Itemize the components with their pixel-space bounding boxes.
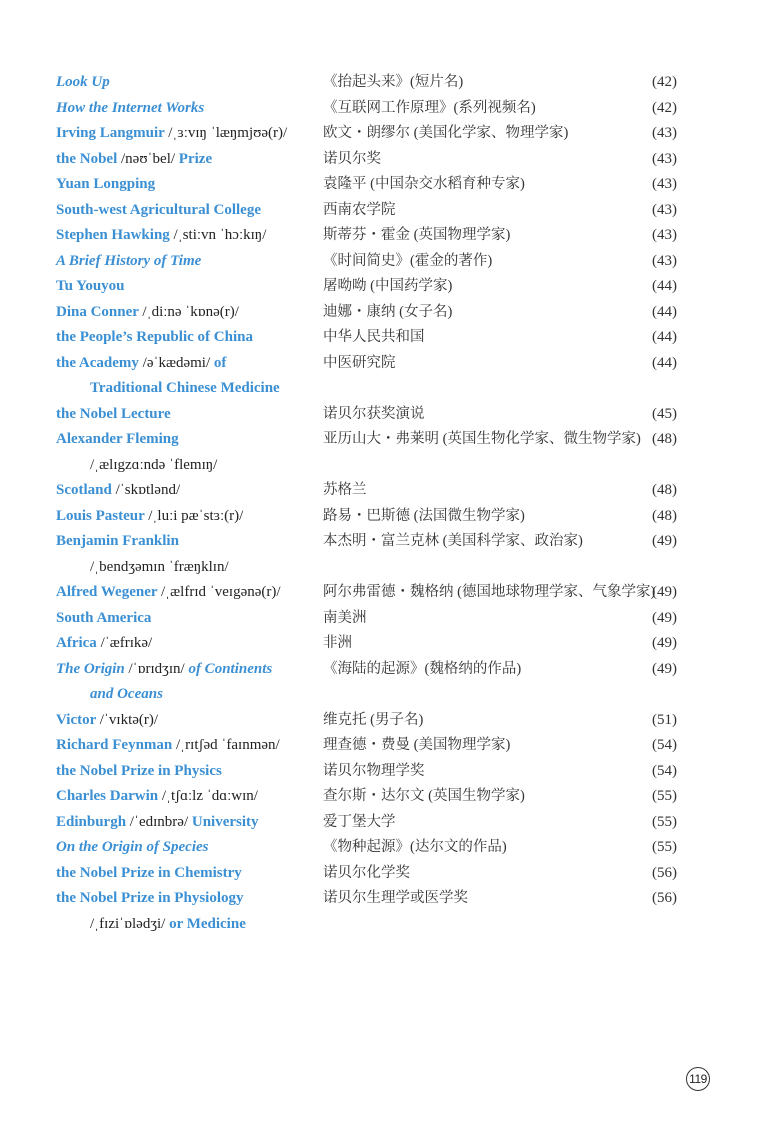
glossary-entry bbox=[56, 580, 696, 606]
chinese-translation: 诺贝尔物理学奖 bbox=[323, 762, 425, 779]
phonetic: /ˌælɪgzɑːndə ˈflemɪŋ/ bbox=[90, 456, 218, 473]
glossary-entry bbox=[56, 784, 696, 810]
page-reference: (49) bbox=[652, 635, 677, 651]
term-text: South America bbox=[56, 609, 152, 626]
phonetic: /ˌluːi pæˈstɜː(r)/ bbox=[148, 507, 244, 524]
chinese-translation: 诺贝尔生理学或医学奖 bbox=[323, 890, 468, 906]
chinese-translation: 路易・巴斯德 (法国微生物学家) bbox=[323, 507, 525, 524]
term-continuation bbox=[56, 376, 696, 402]
term-line bbox=[56, 478, 696, 504]
glossary-entry bbox=[56, 631, 696, 657]
term-text: Alexander Fleming bbox=[56, 431, 179, 447]
phonetic: /ˈskɒtlənd/ bbox=[115, 482, 181, 498]
page-reference: (56) bbox=[652, 890, 677, 906]
term-text: Traditional Chinese Medicine bbox=[90, 380, 280, 396]
page-reference: (44) bbox=[652, 354, 677, 371]
term-text: The Origin bbox=[56, 660, 129, 677]
chinese-translation: 诺贝尔化学奖 bbox=[323, 864, 410, 881]
chinese-translation: 诺贝尔获奖演说 bbox=[323, 405, 425, 422]
glossary-entry bbox=[56, 504, 696, 530]
chinese-translation: 查尔斯・达尔文 (英国生物学家) bbox=[323, 788, 525, 804]
glossary-entry bbox=[56, 606, 696, 632]
term-text: the Nobel bbox=[56, 150, 121, 167]
glossary-entry bbox=[56, 733, 696, 759]
glossary-entry bbox=[56, 886, 696, 937]
chinese-translation: 阿尔弗雷德・魏格纳 (德国地球物理学家、气象学家) bbox=[323, 584, 656, 600]
page-reference: (55) bbox=[652, 839, 677, 855]
glossary-entry bbox=[56, 96, 696, 122]
page-reference: (43) bbox=[652, 176, 677, 192]
term-text: Prize bbox=[178, 150, 213, 167]
chinese-translation: 斯蒂芬・霍金 (英国物理学家) bbox=[323, 227, 511, 243]
chinese-translation: 亚历山大・弗莱明 (英国生物化学家、微生物学家) bbox=[323, 431, 641, 447]
glossary-entry bbox=[56, 198, 696, 224]
page-reference: (48) bbox=[652, 431, 677, 447]
page-reference: (55) bbox=[652, 813, 677, 830]
phonetic: /ˌbendʒəmɪn ˈfræŋklɪn/ bbox=[90, 558, 229, 575]
page-reference: (54) bbox=[652, 762, 677, 779]
page-reference: (42) bbox=[652, 99, 677, 116]
glossary-entry bbox=[56, 70, 696, 96]
phonetic: /ˌstiːvn ˈhɔːkɪŋ/ bbox=[173, 227, 267, 243]
phonetic: /ˌælfrɪd ˈveɪgənə(r)/ bbox=[161, 584, 281, 600]
chinese-translation: 诺贝尔奖 bbox=[323, 150, 381, 167]
chinese-translation: 西南农学院 bbox=[323, 201, 396, 218]
glossary-entry bbox=[56, 427, 696, 478]
glossary-entry bbox=[56, 147, 696, 173]
glossary-entry bbox=[56, 121, 696, 147]
term-text: Africa bbox=[56, 635, 101, 651]
term-text: and Oceans bbox=[90, 686, 163, 702]
phonetic: /nəʊˈbel/ bbox=[121, 150, 179, 167]
term-text: the People’s Republic of China bbox=[56, 329, 253, 345]
phonetic: /ˌɜːvɪŋ ˈlæŋmjʊə(r)/ bbox=[168, 125, 288, 141]
term-text: the Nobel Prize in Physics bbox=[56, 762, 222, 779]
page-reference: (48) bbox=[652, 482, 677, 498]
term-text: Charles Darwin bbox=[56, 788, 162, 804]
term-text: or Medicine bbox=[169, 915, 246, 932]
term-text: Yuan Longping bbox=[56, 176, 156, 192]
term-text: South-west Agricultural College bbox=[56, 201, 261, 218]
term-text: Richard Feynman bbox=[56, 737, 176, 753]
chinese-translation: 南美洲 bbox=[323, 609, 367, 626]
chinese-translation: 《时间简史》(霍金的著作) bbox=[323, 252, 493, 269]
term-text: Edinburgh bbox=[56, 813, 130, 830]
page-reference: (54) bbox=[652, 737, 677, 753]
term-text: Dina Conner bbox=[56, 303, 143, 320]
phonetic: /ˈæfrɪkə/ bbox=[100, 635, 153, 651]
term-text: of bbox=[213, 354, 227, 371]
phonetic: /ˈvɪktə(r)/ bbox=[99, 711, 159, 728]
term-text: Victor bbox=[56, 711, 100, 728]
page-reference: (43) bbox=[652, 201, 677, 218]
term-continuation bbox=[56, 912, 696, 938]
glossary-entry bbox=[56, 861, 696, 887]
term-text: the Academy bbox=[56, 354, 143, 371]
page-reference: (43) bbox=[652, 150, 677, 167]
chinese-translation: 维克托 (男子名) bbox=[323, 711, 424, 728]
glossary-entry bbox=[56, 835, 696, 861]
phonetic: /ˈɒrɪdʒɪn/ bbox=[128, 660, 189, 677]
page-reference: (49) bbox=[652, 584, 677, 600]
term-text: A Brief History of Time bbox=[56, 252, 202, 269]
chinese-translation: 《抬起头来》(短片名) bbox=[323, 74, 464, 90]
chinese-translation: 袁隆平 (中国杂交水稻育种专家) bbox=[323, 176, 525, 192]
glossary-entry bbox=[56, 274, 696, 300]
term-text: the Nobel Lecture bbox=[56, 405, 171, 422]
glossary-entry bbox=[56, 657, 696, 708]
chinese-translation: 苏格兰 bbox=[323, 482, 367, 498]
chinese-translation: 《物种起源》(达尔文的作品) bbox=[323, 839, 507, 855]
page-reference: (43) bbox=[652, 252, 677, 269]
term-text: Look Up bbox=[56, 74, 110, 90]
term-continuation bbox=[56, 555, 696, 581]
glossary-entry bbox=[56, 249, 696, 275]
glossary-entry bbox=[56, 759, 696, 785]
term-text: Stephen Hawking bbox=[56, 227, 174, 243]
chinese-translation: 中华人民共和国 bbox=[323, 329, 425, 345]
chinese-translation: 理查德・费曼 (美国物理学家) bbox=[323, 737, 511, 753]
term-text: of Continents bbox=[188, 660, 273, 677]
page-reference: (56) bbox=[652, 864, 677, 881]
chinese-translation: 《海陆的起源》(魏格纳的作品) bbox=[323, 660, 522, 677]
chinese-translation: 中医研究院 bbox=[323, 354, 396, 371]
term-text: the Nobel Prize in Physiology bbox=[56, 890, 244, 906]
term-text: University bbox=[191, 813, 259, 830]
term-text: Benjamin Franklin bbox=[56, 533, 179, 549]
chinese-translation: 《互联网工作原理》(系列视频名) bbox=[323, 99, 536, 116]
glossary-list bbox=[56, 70, 696, 937]
term-continuation bbox=[56, 453, 696, 479]
glossary-entry bbox=[56, 172, 696, 198]
page-reference: (44) bbox=[652, 303, 677, 320]
phonetic: /ˈedɪnbrə/ bbox=[129, 813, 192, 830]
term-text: Tu Youyou bbox=[56, 278, 125, 294]
chinese-translation: 爱丁堡大学 bbox=[323, 813, 396, 830]
page-reference: (45) bbox=[652, 405, 677, 422]
phonetic: /ˌrɪtʃəd ˈfaɪnmən/ bbox=[176, 737, 280, 753]
glossary-entry bbox=[56, 708, 696, 734]
glossary-entry bbox=[56, 529, 696, 580]
term-text: Scotland bbox=[56, 482, 116, 498]
page-reference: (55) bbox=[652, 788, 677, 804]
page-reference: (49) bbox=[652, 609, 677, 626]
page-reference: (44) bbox=[652, 329, 677, 345]
chinese-translation: 屠呦呦 (中国药学家) bbox=[323, 278, 453, 294]
term-line bbox=[56, 631, 696, 657]
phonetic: /ˌfɪziˈɒlədʒi/ bbox=[90, 915, 170, 932]
term-text: On the Origin of Species bbox=[56, 839, 209, 855]
page-reference: (49) bbox=[652, 533, 677, 549]
chinese-translation: 欧文・朗缪尔 (美国化学家、物理学家) bbox=[323, 125, 569, 141]
glossary-entry bbox=[56, 351, 696, 402]
page-reference: (42) bbox=[652, 74, 677, 90]
phonetic: /ˌtʃɑːlz ˈdɑːwɪn/ bbox=[161, 788, 258, 804]
glossary-entry bbox=[56, 810, 696, 836]
chinese-translation: 非洲 bbox=[323, 635, 352, 651]
glossary-entry bbox=[56, 325, 696, 351]
term-text: How the Internet Works bbox=[56, 99, 205, 116]
glossary-entry bbox=[56, 300, 696, 326]
term-text: Louis Pasteur bbox=[56, 507, 149, 524]
term-text: the Nobel Prize in Chemistry bbox=[56, 864, 242, 881]
page-reference: (43) bbox=[652, 125, 677, 141]
glossary-entry bbox=[56, 402, 696, 428]
page-reference: (44) bbox=[652, 278, 677, 294]
page-reference: (48) bbox=[652, 507, 677, 524]
term-text: Alfred Wegener bbox=[56, 584, 161, 600]
page-reference: (49) bbox=[652, 660, 677, 677]
term-line bbox=[56, 606, 696, 632]
term-text: Irving Langmuir bbox=[56, 125, 169, 141]
glossary-entry bbox=[56, 478, 696, 504]
page-number: 119 bbox=[686, 1067, 710, 1091]
phonetic: /əˈkædəmi/ bbox=[142, 354, 214, 371]
chinese-translation: 迪娜・康纳 (女子名) bbox=[323, 303, 453, 320]
term-continuation bbox=[56, 682, 696, 708]
page-reference: (51) bbox=[652, 711, 677, 728]
glossary-entry bbox=[56, 223, 696, 249]
page-reference: (43) bbox=[652, 227, 677, 243]
chinese-translation: 本杰明・富兰克林 (美国科学家、政治家) bbox=[323, 533, 583, 549]
phonetic: /ˌdiːnə ˈkɒnə(r)/ bbox=[142, 303, 239, 320]
